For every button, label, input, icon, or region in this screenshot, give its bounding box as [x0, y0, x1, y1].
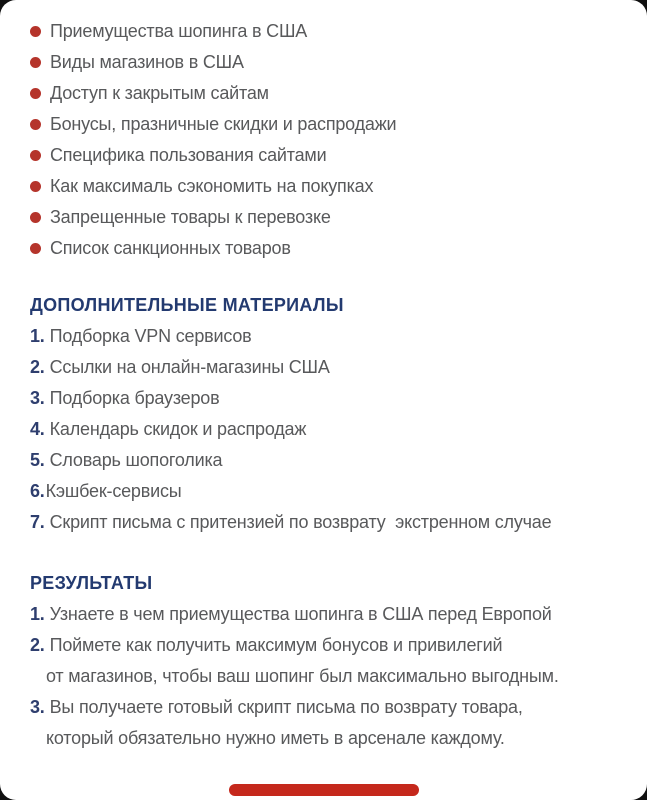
- topic-label: Список санкционных товаров: [50, 238, 291, 258]
- list-item: [30, 445, 629, 476]
- list-item: [30, 16, 629, 47]
- list-item: [30, 599, 629, 630]
- item-text: Подборка браузеров: [49, 388, 220, 408]
- item-number: 7.: [30, 512, 45, 532]
- bullet-icon: [30, 119, 41, 130]
- item-number: 6.: [30, 481, 45, 501]
- topic-label: Как максималь сэкономить на покупках: [50, 176, 374, 196]
- item-number: 1.: [30, 604, 45, 624]
- topic-label: Запрещенные товары к перевозке: [50, 207, 331, 227]
- item-number: 2.: [30, 357, 45, 377]
- item-text: Кэшбек-сервисы: [45, 481, 182, 501]
- item-number: 3.: [30, 388, 45, 408]
- list-item: [30, 233, 629, 264]
- list-item: [30, 78, 629, 109]
- list-item: [30, 321, 629, 352]
- bullet-icon: [30, 88, 41, 99]
- topic-label: Бонусы, празничные скидки и распродажи: [50, 114, 397, 134]
- list-item: [30, 352, 629, 383]
- materials-section-title: ДОПОЛНИТЕЛЬНЫЕ МАТЕРИАЛЫ: [30, 295, 344, 315]
- item-number: 2.: [30, 635, 45, 655]
- results-list: [30, 599, 629, 754]
- topic-label: Виды магазинов в США: [50, 52, 244, 72]
- item-text: Скрипт письма с притензией по возврату экстренном случае: [49, 512, 552, 532]
- list-item: [30, 171, 629, 202]
- item-number: 5.: [30, 450, 45, 470]
- bullet-icon: [30, 243, 41, 254]
- list-item: [30, 507, 629, 538]
- list-item: [30, 202, 629, 233]
- list-item: [30, 109, 629, 140]
- item-text-continued: который обязательно нужно иметь в арсенале каждому.: [46, 728, 505, 748]
- item-text: Подборка VPN сервисов: [49, 326, 252, 346]
- results-section-title: РЕЗУЛЬТАТЫ: [30, 573, 153, 593]
- list-item: [30, 692, 629, 754]
- materials-list: [30, 321, 629, 538]
- bullet-icon: [30, 57, 41, 68]
- item-text: Ссылки на онлайн-магазины США: [49, 357, 330, 377]
- topic-list: [30, 16, 629, 264]
- item-number: 1.: [30, 326, 45, 346]
- list-item: [30, 47, 629, 78]
- item-number: 3.: [30, 697, 45, 717]
- bullet-icon: [30, 212, 41, 223]
- item-text: Словарь шопоголика: [49, 450, 223, 470]
- list-item: [30, 414, 629, 445]
- item-text: Узнаете в чем приемущества шопинга в США перед Европой: [49, 604, 552, 624]
- topic-label: Приемущества шопинга в США: [50, 21, 308, 41]
- list-item: [30, 476, 629, 507]
- topic-label: Специфика пользования сайтами: [50, 145, 327, 165]
- list-item: [30, 383, 629, 414]
- bullet-icon: [30, 181, 41, 192]
- topic-label: Доступ к закрытым сайтам: [50, 83, 269, 103]
- item-text: Поймете как получить максимум бонусов и привилегий: [49, 635, 503, 655]
- item-number: 4.: [30, 419, 45, 439]
- bullet-icon: [30, 26, 41, 37]
- list-item: [30, 140, 629, 171]
- bottom-accent-bar: [229, 784, 419, 796]
- item-text: Календарь скидок и распродаж: [49, 419, 307, 439]
- list-item: [30, 630, 629, 692]
- bullet-icon: [30, 150, 41, 161]
- item-text-continued: от магазинов, чтобы ваш шопинг был максимально выгодным.: [46, 666, 559, 686]
- item-text: Вы получаете готовый скрипт письма по возврату товара,: [49, 697, 523, 717]
